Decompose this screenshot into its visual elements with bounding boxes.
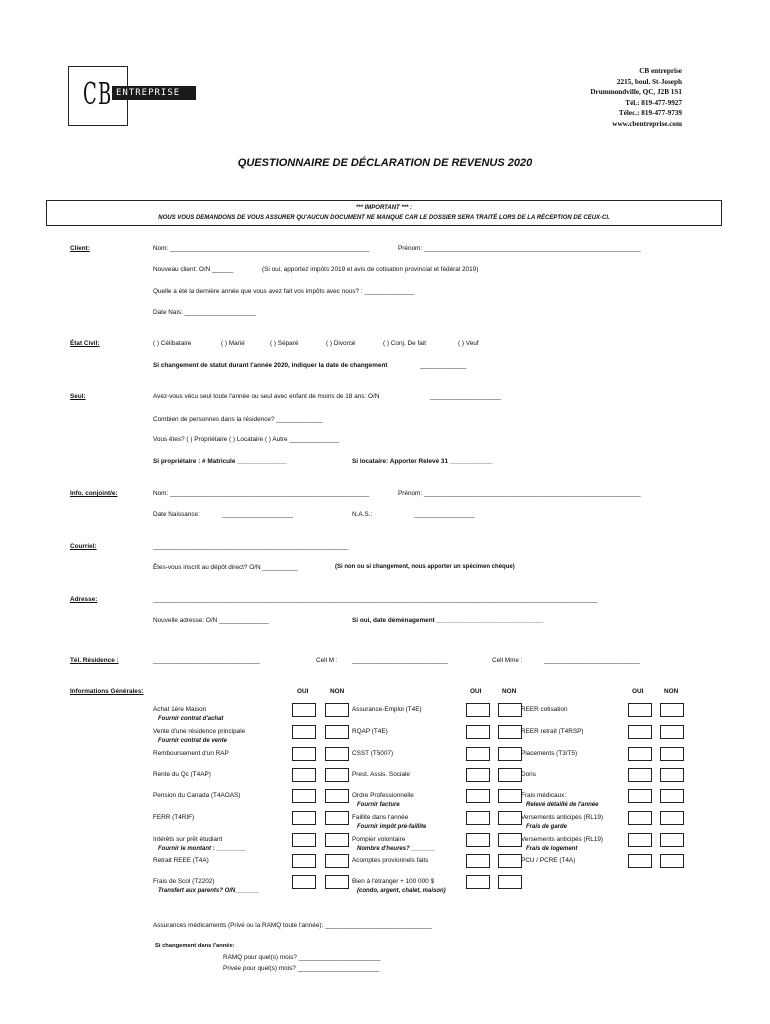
conjoint-nas-field[interactable]: _________________ xyxy=(414,511,475,518)
info-item-label: Frais de Scol (T2202) xyxy=(153,878,215,885)
checkbox-oui[interactable] xyxy=(466,854,490,868)
checkbox-oui[interactable] xyxy=(628,833,652,847)
date-demenagement-field[interactable]: Si oui, date déménagement ______________________________ xyxy=(352,617,544,624)
ramq-mois-field[interactable]: RAMQ pour quel(s) mois? _______________________ xyxy=(223,954,381,961)
info-item-label: Placements (T3/T5) xyxy=(521,750,578,757)
important-heading: *** IMPORTANT *** : xyxy=(355,205,413,211)
checkbox-oui[interactable] xyxy=(466,747,490,761)
info-item-label: Bien à l'étranger + 100 000 $ xyxy=(352,878,435,885)
cell-m-field[interactable]: ___________________________ xyxy=(352,657,448,664)
col1-non-header: NON xyxy=(330,688,345,695)
checkbox-oui[interactable] xyxy=(292,854,316,868)
info-item-label: Versements anticipés (RL19) xyxy=(521,836,604,843)
vecu-seul-field[interactable]: ____________________ xyxy=(430,393,502,400)
checkbox-non[interactable] xyxy=(498,811,522,825)
checkbox-oui[interactable] xyxy=(466,789,490,803)
section-label-informations: Informations Générales: xyxy=(70,688,144,695)
option-marie[interactable]: ( ) Marié xyxy=(221,340,245,347)
checkbox-oui[interactable] xyxy=(292,789,316,803)
option-separe[interactable]: ( ) Séparé xyxy=(270,340,299,347)
logo-cb: CB xyxy=(83,77,113,112)
checkbox-oui[interactable] xyxy=(292,725,316,739)
info-item-label: REER cotisation xyxy=(521,706,568,713)
privee-mois-field[interactable]: Privée pour quel(s) mois? _______________________ xyxy=(223,965,380,972)
checkbox-non[interactable] xyxy=(325,725,349,739)
checkbox-non[interactable] xyxy=(498,768,522,782)
option-conj-de-fait[interactable]: ( ) Conj. De fait xyxy=(383,340,426,347)
page-title: QUESTIONNAIRE DE DÉCLARATION DE REVENUS 2020 xyxy=(237,157,533,169)
checkbox-non[interactable] xyxy=(498,703,522,717)
changement-annee-label: Si changement dans l'année: xyxy=(155,943,235,949)
cell-mme-label: Cell Mme : xyxy=(492,657,523,664)
courriel-field[interactable]: _______________________________________________________ xyxy=(153,543,349,550)
info-item-note: (condo, argent, chalet, maison) xyxy=(357,888,446,894)
info-item-label: Pompier volontaire xyxy=(352,836,406,843)
tel-residence-field[interactable]: ______________________________ xyxy=(153,657,260,664)
checkbox-non[interactable] xyxy=(325,833,349,847)
checkbox-non[interactable] xyxy=(325,789,349,803)
checkbox-non[interactable] xyxy=(660,747,684,761)
info-item-note: Nombre d'heures? _______ xyxy=(357,846,435,852)
info-item-note: Fournir le montant : _________ xyxy=(158,846,247,852)
checkbox-non[interactable] xyxy=(325,703,349,717)
assurance-medicaments-field[interactable]: Assurances médicaments (Privé ou la RAMQ toute l'année): ______________________________ xyxy=(153,922,432,929)
checkbox-non[interactable] xyxy=(498,875,522,889)
checkbox-oui[interactable] xyxy=(628,789,652,803)
info-item-label: Rente du Qc (T4AP) xyxy=(153,771,211,778)
checkbox-oui[interactable] xyxy=(292,811,316,825)
checkbox-non[interactable] xyxy=(660,833,684,847)
checkbox-oui[interactable] xyxy=(628,768,652,782)
checkbox-non[interactable] xyxy=(660,789,684,803)
checkbox-non[interactable] xyxy=(498,725,522,739)
checkbox-non[interactable] xyxy=(660,725,684,739)
info-item-label: Faillite dans l'année xyxy=(352,814,409,821)
checkbox-oui[interactable] xyxy=(628,703,652,717)
info-item-label: REER retrait (T4RSP) xyxy=(521,728,584,735)
conjoint-date-label: Date Naissance: xyxy=(153,511,200,518)
company-website: www.cbentreprise.com xyxy=(612,119,682,128)
checkbox-oui[interactable] xyxy=(628,747,652,761)
checkbox-oui[interactable] xyxy=(466,811,490,825)
logo-wordmark: ENTREPRISE xyxy=(112,86,196,100)
checkbox-non[interactable] xyxy=(325,768,349,782)
derniere-annee-field[interactable]: Quelle a été la dernière année que vous avez fait vos impôts avec nous? : ______________ xyxy=(153,288,415,295)
checkbox-oui[interactable] xyxy=(466,833,490,847)
checkbox-non[interactable] xyxy=(498,789,522,803)
info-item-note: Frais de logement xyxy=(526,846,578,852)
checkbox-non[interactable] xyxy=(325,875,349,889)
adresse-field[interactable]: _____________________________________________________________________________________________________________________________ xyxy=(153,596,598,603)
checkbox-oui[interactable] xyxy=(292,747,316,761)
conjoint-date-field[interactable]: ____________________ xyxy=(222,511,294,518)
info-item-label: Dons xyxy=(521,771,536,778)
client-nom-field[interactable]: Nom: ________________________________________________________ xyxy=(153,245,370,252)
option-divorce[interactable]: ( ) Divorcé xyxy=(326,340,356,347)
section-label-client: Client: xyxy=(70,245,90,252)
important-notice xyxy=(46,200,722,226)
checkbox-oui[interactable] xyxy=(628,811,652,825)
info-item-label: CSST (T5007) xyxy=(352,750,394,757)
info-item-label: Ordre Professionnelle xyxy=(352,792,414,799)
changement-statut-field[interactable]: _____________ xyxy=(420,362,467,369)
col2-oui-header: OUI xyxy=(470,688,482,695)
depot-direct-note: (Si non ou si changement, nous apporter un spécimen chèque) xyxy=(335,564,515,570)
info-item-label: Achat 1ère Maison xyxy=(153,706,207,713)
checkbox-oui[interactable] xyxy=(292,833,316,847)
section-label-conjoint: Info. conjoint/e: xyxy=(70,490,118,497)
checkbox-non[interactable] xyxy=(325,747,349,761)
checkbox-oui[interactable] xyxy=(292,875,316,889)
info-item-label: Intérêts sur prêt étudiant xyxy=(153,836,223,843)
info-item-note: Fournir contrat d'achat xyxy=(158,716,224,722)
col2-non-header: NON xyxy=(502,688,517,695)
info-item-label: Remboursement d'un RAP xyxy=(153,750,229,757)
info-item-label: Acomptes provionnels faits xyxy=(352,857,429,864)
section-label-etat-civil: État Civil: xyxy=(70,340,100,347)
conjoint-nas-label: N.A.S.: xyxy=(352,511,373,518)
checkbox-non[interactable] xyxy=(660,768,684,782)
info-item-label: RQAP (T4E) xyxy=(352,728,388,735)
company-street: 2215, boul. St-Joseph xyxy=(616,77,682,86)
checkbox-non[interactable] xyxy=(498,854,522,868)
type-residence-field[interactable]: Vous êtes? ( ) Propriétaire ( ) Locataire ( ) Autre ______________ xyxy=(153,436,340,443)
info-item-note: Relevé détaillé de l'année xyxy=(526,802,599,808)
date-nais-field[interactable]: Date Nais: ____________________ xyxy=(153,309,256,316)
section-label-telephone: Tél. Résidence : xyxy=(70,657,119,664)
checkbox-oui[interactable] xyxy=(628,725,652,739)
info-item-label: Pension du Canada (T4AOAS) xyxy=(153,792,241,799)
client-prenom-field[interactable]: Prénom: _____________________________________________________________ xyxy=(398,245,641,252)
checkbox-oui[interactable] xyxy=(466,768,490,782)
info-item-label: FERR (T4RIF) xyxy=(153,814,195,821)
checkbox-non[interactable] xyxy=(498,747,522,761)
company-fax: Télec.: 819-477-9739 xyxy=(618,109,682,117)
info-item-label: Vente d'une résidence principale xyxy=(153,728,246,735)
section-label-courriel: Courriel: xyxy=(70,543,97,550)
checkbox-non[interactable] xyxy=(325,854,349,868)
cell-m-label: Cell M : xyxy=(316,657,338,664)
col3-oui-header: OUI xyxy=(632,688,644,695)
nouveau-client-field[interactable]: Nouveau client: O/N ______ xyxy=(153,266,234,273)
personnes-residence-field[interactable]: Combien de personnes dans la résidence? _____________ xyxy=(153,416,323,423)
info-item-note: Frais de garde xyxy=(526,824,568,830)
col1-oui-header: OUI xyxy=(297,688,309,695)
section-label-seul: Seul: xyxy=(70,393,86,400)
depot-direct-field[interactable]: Êtes-vous inscrit au dépôt direct? O/N __________ xyxy=(153,564,298,571)
company-city: Drummondville, QC, J2B 1S1 xyxy=(590,88,682,96)
checkbox-non[interactable] xyxy=(498,833,522,847)
nouvelle-adresse-field[interactable]: Nouvelle adresse: O/N ______________ xyxy=(153,617,269,624)
info-item-note: Fournir facture xyxy=(357,802,400,808)
checkbox-non[interactable] xyxy=(660,811,684,825)
conjoint-nom-field[interactable]: Nom: ________________________________________________________ xyxy=(153,490,370,497)
important-text: NOUS VOUS DEMANDONS DE VOUS ASSURER QU'AUCUN DOCUMENT NE MANQUE CAR LE DOSSIER SERA TRAITÉ LORS DE LA RÉCEPTION DE CEUX-CI. xyxy=(158,215,610,221)
col3-non-header: NON xyxy=(664,688,679,695)
info-item-note: Fournir impôt pré-faillite xyxy=(357,824,427,830)
nouveau-client-note: (Si oui, apportez impôts 2019 et avis de cotisation provincial et fédéral 2019) xyxy=(262,266,479,273)
info-item-label: Prest. Assis. Sociale xyxy=(352,771,410,778)
info-item-label: Retrait REEE (T4A) xyxy=(153,857,209,864)
releve-31-field[interactable]: Si locataire: Apporter Relevé 31 ____________ xyxy=(352,458,493,465)
checkbox-oui[interactable] xyxy=(466,703,490,717)
company-address xyxy=(590,66,682,129)
section-label-adresse: Adresse: xyxy=(70,596,98,603)
company-phone: Tél.: 819-477-9927 xyxy=(625,98,682,107)
checkbox-oui[interactable] xyxy=(628,854,652,868)
conjoint-prenom-field[interactable]: Prénom: _____________________________________________________________ xyxy=(398,490,641,497)
checkbox-non[interactable] xyxy=(325,811,349,825)
vecu-seul-question: Avez-vous vécu seul toute l'année ou seul avec enfant de moins de 18 ans: O/N xyxy=(153,393,380,400)
changement-statut-label: Si changement de statut durant l'année 2020, indiquer la date de changement xyxy=(153,362,388,369)
checkbox-oui[interactable] xyxy=(292,703,316,717)
info-item-label: Frais médicaux: xyxy=(521,792,567,799)
info-item-note: Fournir contrat de vente xyxy=(158,738,228,744)
info-item-label: Versements anticipés (RL19) xyxy=(521,814,604,821)
company-name: CB entreprise xyxy=(639,67,682,75)
checkbox-oui[interactable] xyxy=(292,768,316,782)
checkbox-oui[interactable] xyxy=(466,725,490,739)
option-celibataire[interactable]: ( ) Célibataire xyxy=(153,340,192,347)
matricule-field[interactable]: Si propriétaire : # Matricule ______________ xyxy=(153,458,287,465)
option-veuf[interactable]: ( ) Veuf xyxy=(458,340,479,347)
checkbox-oui[interactable] xyxy=(466,875,490,889)
info-item-label: PCU / PCRE (T4A) xyxy=(521,857,576,864)
info-item-label: Assurance-Emploi (T4E) xyxy=(352,706,422,713)
checkbox-non[interactable] xyxy=(660,703,684,717)
info-item-note: Transfert aux parents? O/N_______ xyxy=(158,888,259,894)
checkbox-non[interactable] xyxy=(660,854,684,868)
cell-mme-field[interactable]: ___________________________ xyxy=(544,657,640,664)
